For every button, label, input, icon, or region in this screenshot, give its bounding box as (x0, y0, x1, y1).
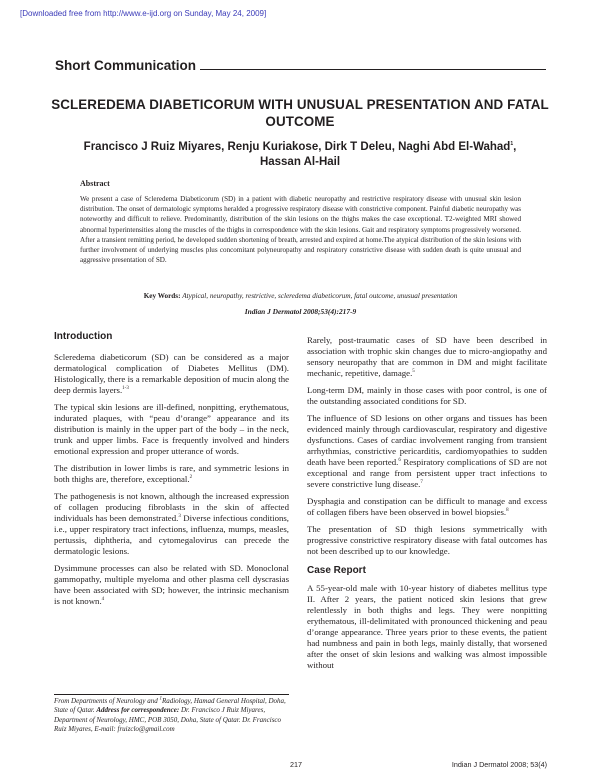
citation: Indian J Dermatol 2008;53(4):217-9 (244, 307, 357, 316)
footnote-text-c: Dr. Francisco J Ruiz Miyares, Department of Neurology, HMC, POB 3050, Doha, State of Qatar. Dr. Francisco Ruiz Miyares, E-mail: fruizclo@gmail.com (54, 706, 282, 734)
author-affiliation-marker: 1 (510, 141, 514, 148)
author-list (40, 140, 560, 170)
intro-paragraph-1 (54, 352, 289, 396)
intro-p5-text: Dysimmune processes can also be related with SD. Monoclonal gammopathy, multiple myeloma and other plasma cell dyscrasias have been associated with SD; however, the intrinsic mechanism is not known. (54, 563, 289, 606)
case-report-heading: Case Report (307, 565, 366, 576)
reference-marker: 2 (189, 475, 193, 481)
right-p3-text: The influence of SD lesions on other organs and tissues has been evidenced mainly through cardiovascular, respiratory and digestive dysfunctions. Cases of cardiac involvement ranging from transient arrhythmias, constrictive pericarditis, cardiomyopathies to sudden death have been reported. (307, 413, 547, 467)
right-p4-text: Dysphagia and constipation can be difficult to manage and excess of collagen fibers have been observed in bowel biopsies. (307, 496, 547, 517)
reference-marker: 1-3 (122, 386, 129, 392)
intro-p4-text-a: The pathogenesis is not known, although the increased expression of collagen producing fibroblasts in the skin of affected individuals has been demonstrated. (54, 491, 289, 523)
download-note: [Downloaded free from http://www.e-ijd.org on Sunday, May 24, 2009] (20, 9, 267, 18)
abstract-heading: Abstract (80, 179, 110, 188)
right-paragraph-5: The presentation of SD thigh lesions symmetrically with progressive constrictive respiratory disease with fatal outcomes has not been described up to our knowledge. (307, 524, 547, 556)
reference-marker: 6 (398, 458, 401, 464)
right-paragraph-1 (307, 335, 547, 379)
keywords (80, 292, 521, 300)
authors-line-1: Francisco J Ruiz Miyares, Renju Kuriakose, Dirk T Deleu, Naghi Abd El-Wahad (83, 141, 511, 153)
right-p1-text: Rarely, post-traumatic cases of SD have been described in association with trophic skin changes due to micro-angiopathy and sensory neuropathy that are common in DM and might facilitate mechanic, repetitive, damage. (307, 335, 547, 378)
intro-paragraph-3 (54, 463, 289, 485)
introduction-heading: Introduction (54, 331, 113, 342)
intro-paragraph-4 (54, 491, 289, 557)
intro-p1-text: Scleredema diabeticorum (SD) can be considered as a major dermatological complication of Diabetes Mellitus (DM). Histologically, there is a remarkable deposition of mucin along the deep dermis layers. (54, 352, 289, 395)
abstract-text: We present a case of Scleredema Diabeticorum (SD) in a patient with diabetic neuropathy and restrictive respiratory disease with unusual skin lesion distribution. The onset of dermatologic symptoms heralded a progressive respiratory disease with constrictive component. Painful diabetic neuropathy was noteworthy and difficult to relieve. Predominantly, distribution of the skin lesions on the thighs makes the case exceptional. T2-weighted MRI showed abnormal hyperintensities along the muscles of the thighs in correspondence with the skin lesions. Gait and respiratory symptoms progressively worsened. After a transient remitting period, he developed sudden shortening of breath, arrested and expired at home.The atypical distribution of the skin lesions with further involvement of underlying muscles plus concomitant polyneuropathy and respiratory constrictive disease with sudden death is quite unusual and aggressive presentation of SD. (80, 195, 521, 265)
journal-reference: Indian J Dermatol 2008; 53(4) (451, 760, 547, 769)
section-label-text: Short Communication (55, 58, 196, 73)
section-label (55, 55, 546, 73)
case-report-paragraph: A 55-year-old male with 10-year history of diabetes mellitus type II. After 2 years, the patient noticed skin lesions that grew relentlessly in both thighs and legs. They were nonpitting erythematous, ill-delimitated with pronounced thickening and peau d’orange appearance. Three years prior to these events, the patient had numbness and pain in both legs, mainly distally, that worsened after the onset of skin lesions and walking was almost impossible without (307, 583, 547, 670)
reference-marker: 3 (178, 514, 181, 520)
intro-p4-text-b: Diverse infectious conditions, i.e., upper respiratory tract infections, influenza, mumps, measles, pertussis, diphtheria, and cytomegalovirus can precede the dermatologic lesions. (54, 513, 289, 556)
left-column (54, 331, 289, 613)
right-p3-text-b: Respiratory complications of SD are not exceptional and range from persistent upper tract infections to severe constrictive lung disease. (307, 457, 548, 489)
page-number: 217 (290, 760, 302, 769)
reference-marker: 8 (506, 508, 509, 514)
right-column (307, 335, 547, 677)
footnote-text-a: From Departments of Neurology and (54, 697, 160, 705)
right-paragraph-4 (307, 496, 547, 518)
footnote-rule (54, 694, 289, 695)
intro-paragraph-5 (54, 563, 289, 607)
footnote-correspondence-label: Address for correspondence: (96, 706, 180, 715)
keywords-list: Atypical, neuropathy, restrictive, scleredema diabeticorum, fatal outcome, unusual presentation (182, 292, 458, 300)
article-title: SCLEREDEMA DIABETICORUM WITH UNUSUAL PRESENTATION AND FATAL OUTCOME (51, 97, 549, 129)
footnote-text-b: Radiology, Hamad General Hospital, Doha, State of Qatar. (54, 697, 286, 715)
keywords-label: Key Words: (143, 292, 181, 300)
right-paragraph-2: Long-term DM, mainly in those cases with poor control, is one of the outstanding associated conditions for SD. (307, 385, 547, 406)
footnote-affiliation-marker: 1 (159, 696, 162, 702)
reference-marker: 7 (420, 480, 423, 486)
right-paragraph-3 (307, 413, 547, 490)
reference-marker: 4 (101, 597, 105, 603)
authors-line-2: Hassan Al-Hail (259, 156, 341, 168)
authors-line-1-end: , (513, 141, 517, 153)
section-rule (200, 69, 546, 70)
reference-marker: 5 (412, 369, 415, 375)
footnote (54, 697, 291, 735)
intro-paragraph-2: The typical skin lesions are ill-defined, nonpitting, erythematous, indurated plaques, with “peau d’orange” appearance and its distribution is mainly in the upper part of the body – in the neck, trunk and upper limbs. Face is frequently involved and hinders emotional expression and proper utterance of words. (54, 402, 289, 456)
intro-p3-text: The distribution in lower limbs is rare, and symmetric lesions in both thighs are, therefore, exceptional. (54, 463, 289, 484)
